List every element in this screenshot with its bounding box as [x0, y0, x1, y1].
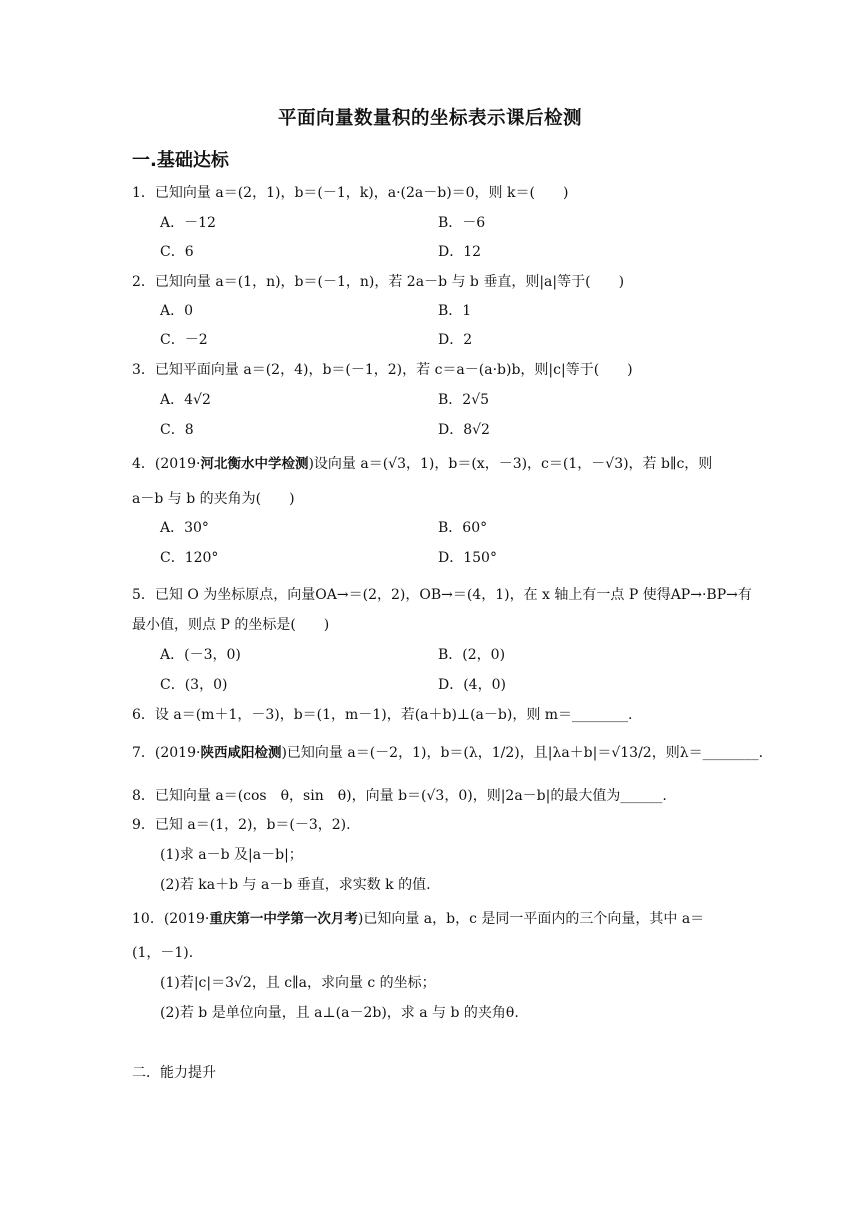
question-9-part-2: (2)若 ka＋b 与 a－b 垂直，求实数 k 的值.	[160, 877, 431, 893]
question-4-option-a: A．30°	[160, 520, 209, 536]
question-10-stem	[132, 909, 704, 929]
question-2-option-a: A．0	[160, 303, 194, 319]
section-heading-basic: 一.基础达标	[132, 150, 229, 171]
question-2-option-c: C．－2	[160, 332, 208, 348]
question-10-part-1: (1)若|c|＝3√2，且 c∥a，求向量 c 的坐标；	[160, 975, 436, 991]
question-7-stem	[132, 743, 763, 763]
question-4-stem-line2: a－b 与 b 的夹角为( )	[132, 491, 295, 507]
question-1-option-a: A．－12	[160, 215, 216, 231]
question-3-stem: 3．已知平面向量 a＝(2，4)，b＝(－1，2)，若 c＝a－(a·b)b，则|c|等于( )	[132, 362, 633, 378]
question-5-option-a: A．(－3，0)	[160, 647, 241, 663]
section-heading-advanced: 二．能力提升	[132, 1065, 216, 1081]
question-5-stem-line2: 最小值，则点 P 的坐标是( )	[132, 617, 330, 633]
question-10-stem-text: )已知向量 a，b，c 是同一平面内的三个向量，其中 a＝	[357, 911, 705, 927]
question-6-stem: 6．设 a＝(m＋1，－3)，b＝(1，m－1)，若(a＋b)⊥(a－b)，则 m＝________.	[132, 707, 633, 723]
question-7-source: 陕西咸阳检测	[200, 745, 282, 761]
question-10-stem-line2: (1，－1).	[132, 945, 194, 961]
question-5-stem: 5．已知 O 为坐标原点，向量OA→＝(2，2)，OB→＝(4，1)，在 x 轴上有一点 P 使得AP→·BP→有	[132, 587, 752, 603]
question-9-part-1: (1)求 a－b 及|a－b|；	[160, 847, 303, 863]
question-1-option-c: C．6	[160, 244, 194, 260]
question-1-option-d: D．12	[438, 244, 482, 260]
question-7-number: 7．(2019·	[132, 745, 201, 761]
question-3-option-b: B．2√5	[438, 392, 490, 408]
question-3-option-a: A．4√2	[160, 392, 211, 408]
question-3-option-c: C．8	[160, 422, 194, 438]
question-5-option-d: D．(4，0)	[438, 677, 506, 693]
question-10-source: 重庆第一中学第一次月考	[209, 911, 358, 927]
question-3-option-d: D．8√2	[438, 422, 490, 438]
question-5-option-b: B．(2，0)	[438, 647, 506, 663]
question-5-option-c: C．(3，0)	[160, 677, 228, 693]
question-2-option-b: B．1	[438, 303, 472, 319]
question-10-part-2: (2)若 b 是单位向量，且 a⊥(a－2b)，求 a 与 b 的夹角θ.	[160, 1005, 519, 1021]
question-4-number: 4．(2019·	[132, 456, 201, 472]
question-9-stem: 9．已知 a＝(1，2)，b＝(－3，2).	[132, 817, 351, 833]
question-4-stem-text: )设向量 a＝(√3，1)，b＝(x，－3)，c＝(1，－√3)，若 b∥c，则	[308, 456, 713, 472]
question-4-stem	[132, 454, 712, 474]
question-1-stem: 1．已知向量 a＝(2，1)，b＝(－1，k)，a·(2a－b)＝0，则 k＝( )	[132, 185, 569, 201]
question-10-number: 10．(2019·	[132, 911, 210, 927]
question-4-option-b: B．60°	[438, 520, 488, 536]
question-4-option-d: D．150°	[438, 550, 497, 566]
question-4-option-c: C．120°	[160, 550, 219, 566]
question-4-source: 河北衡水中学检测	[200, 456, 309, 472]
question-7-stem-text: )已知向量 a＝(－2，1)，b＝(λ，1/2)，且|λa＋b|＝√13/2，则λ＝________.	[281, 745, 764, 761]
question-2-option-d: D．2	[438, 332, 473, 348]
question-1-option-b: B．－6	[438, 215, 486, 231]
question-2-stem: 2．已知向量 a＝(1，n)，b＝(－1，n)，若 2a－b 与 b 垂直，则|a|等于( )	[132, 274, 625, 290]
page-title: 平面向量数量积的坐标表示课后检测	[277, 108, 582, 129]
question-8-stem: 8．已知向量 a＝(cos θ，sin θ)，向量 b＝(√3，0)，则|2a－b|的最大值为______.	[132, 788, 667, 804]
